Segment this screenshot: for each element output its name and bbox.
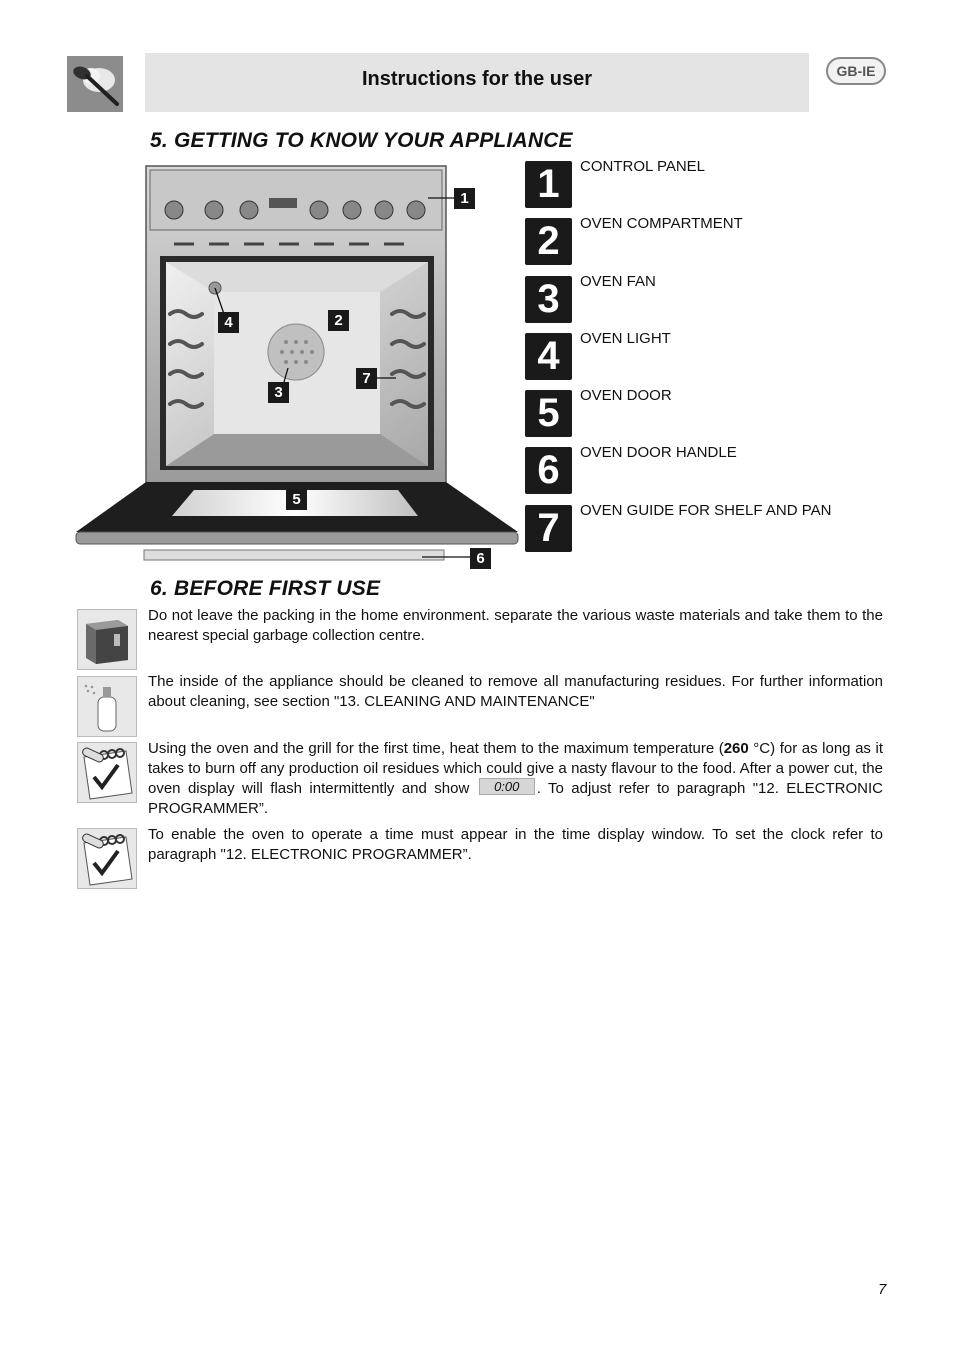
legend-number-1: 1	[525, 161, 572, 208]
legend-label-oven-door: OVEN DOOR	[580, 387, 672, 404]
legend-label-oven-light: OVEN LIGHT	[580, 330, 671, 347]
paragraph-clock: To enable the oven to operate a time must appear in the time display window. To set the clock refer to paragraph "12. ELECTRONIC PROGRAMMER”.	[148, 826, 883, 863]
legend-label-oven-door-handle: OVEN DOOR HANDLE	[580, 444, 737, 461]
legend-label-oven-fan: OVEN FAN	[580, 273, 656, 290]
oven-illustration	[74, 164, 520, 568]
callout-7: 7	[356, 368, 377, 389]
spray-cleaner-icon	[77, 676, 137, 737]
legend-number-5: 5	[525, 390, 572, 437]
first-use-text-b: °C) for as long as it takes to burn off any production oil residues which could give a nasty flavour to the food. After a power cut, the oven display will flash intermittently and show	[148, 740, 883, 797]
max-temperature-value: 260	[723, 740, 749, 757]
page-number: 7	[878, 1281, 887, 1298]
callout-2: 2	[328, 310, 349, 331]
callout-5: 5	[286, 489, 307, 510]
legend-label-oven-compartment: OVEN COMPARTMENT	[580, 215, 743, 232]
section-5-title: GETTING TO KNOW YOUR APPLIANCE	[173, 129, 573, 152]
language-badge: GB-IE	[826, 57, 886, 85]
legend-number-6: 6	[525, 447, 572, 494]
first-use-text-c: . To adjust refer to paragraph "12. ELECTRONIC PROGRAMMER”.	[148, 780, 883, 817]
legend-number-3: 3	[525, 276, 572, 323]
notepad-check-icon	[77, 742, 137, 803]
notepad-check-icon	[77, 828, 137, 889]
legend-number-4: 4	[525, 333, 572, 380]
section-5-heading	[150, 129, 573, 153]
legend-label-control-panel: CONTROL PANEL	[580, 158, 706, 175]
section-6-heading	[150, 577, 380, 601]
section-6-number: 6.	[150, 577, 168, 600]
callout-1: 1	[454, 188, 475, 209]
section-6-title: BEFORE FIRST USE	[173, 577, 381, 600]
packing-box-icon	[77, 609, 137, 670]
first-use-text-a: Using the oven and the grill for the first time, heat them to the maximum temperature (	[148, 740, 724, 757]
legend-number-7: 7	[525, 505, 572, 552]
legend-number-2: 2	[525, 218, 572, 265]
legend-label-oven-guide: OVEN GUIDE FOR SHELF AND PAN	[580, 502, 832, 519]
oven-display-readout: 0:00	[479, 778, 535, 795]
callout-6: 6	[470, 548, 491, 569]
callout-3: 3	[268, 382, 289, 403]
section-5-number: 5.	[150, 129, 168, 152]
paragraph-packing: Do not leave the packing in the home environment. separate the various waste materials and take them to the nearest special garbage collection centre.	[148, 607, 883, 644]
spoon-chef-hat-icon	[67, 56, 123, 112]
callout-4: 4	[218, 312, 239, 333]
page-header-title: Instructions for the user	[361, 68, 593, 90]
paragraph-cleaning: The inside of the appliance should be cleaned to remove all manufacturing residues. For further information about cleaning, see section "13. CLEANING AND MAINTENANCE"	[148, 673, 883, 710]
paragraph-first-use	[148, 739, 883, 818]
